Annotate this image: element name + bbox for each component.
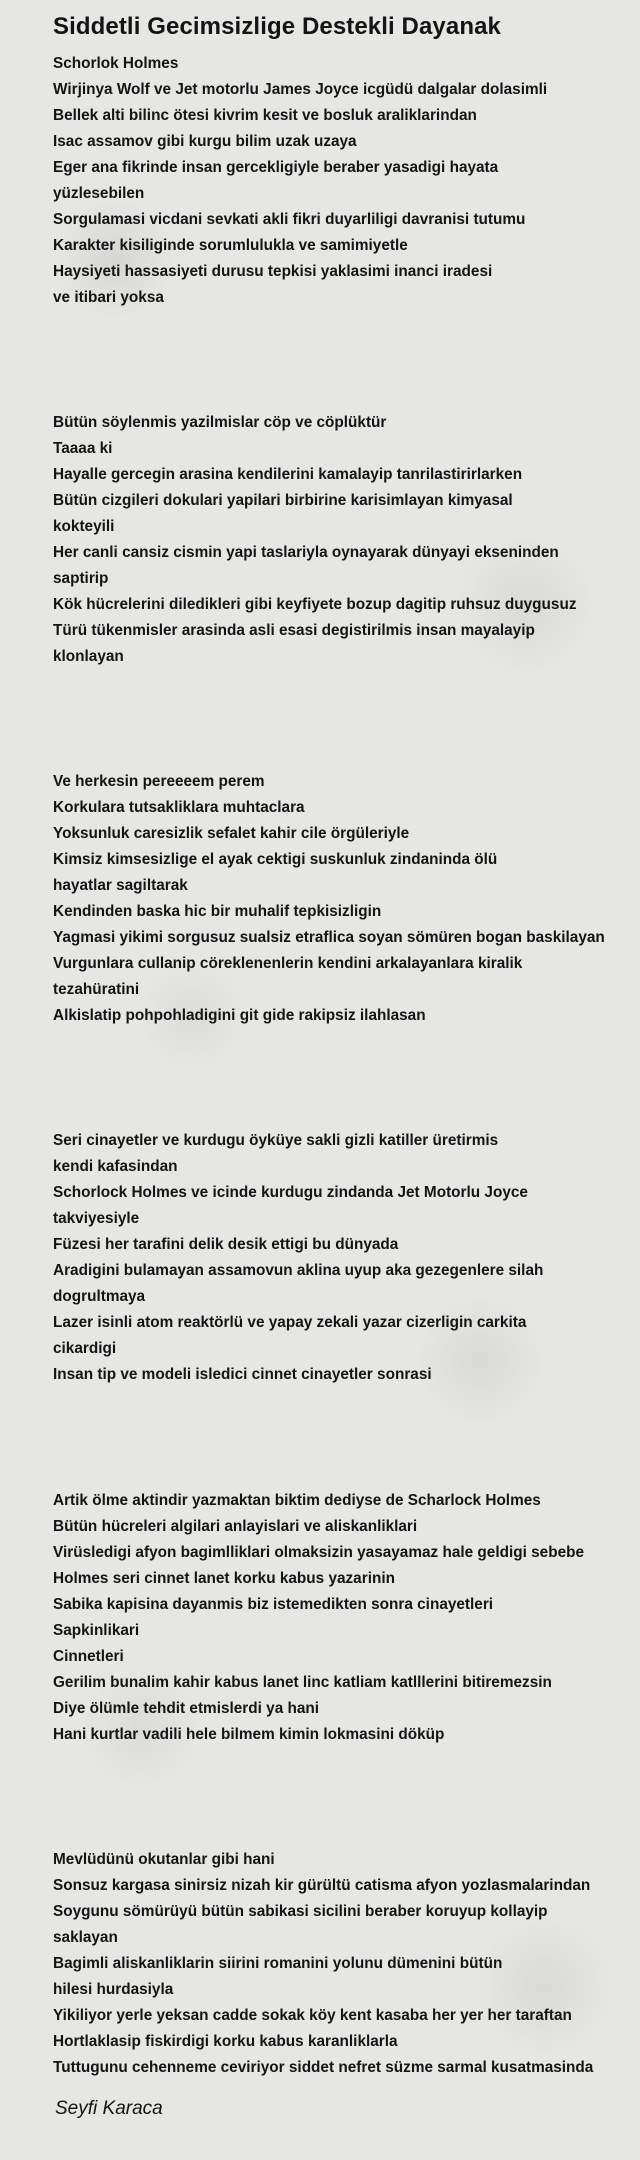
poem-line: Holmes seri cinnet lanet korku kabus yazarinin — [53, 1570, 395, 1587]
poem-line: yüzlesebilen — [53, 185, 145, 202]
poem-line: Lazer isinli atom reaktörlü ve yapay zekali yazar cizerligin carkita — [53, 1314, 527, 1331]
poem-line: Diye ölümle tehdit etmislerdi ya hani — [53, 1700, 320, 1717]
poem-line: Insan tip ve modeli isledici cinnet cinayetler sonrasi — [53, 1366, 432, 1383]
poem-line: hayatlar sagiltarak — [53, 877, 188, 894]
poem-line: Sabika kapisina dayanmis biz istemedikten sonra cinayetleri — [53, 1596, 494, 1613]
poem-line: Schorlok Holmes — [53, 55, 179, 72]
poem-line: Sonsuz kargasa sinirsiz nizah kir gürültü catisma afyon yozlasmalarindan — [53, 1877, 591, 1894]
poem-line: Cinnetleri — [53, 1648, 124, 1665]
poem-line: Her canli cansiz cismin yapi taslariyla oynayarak dünyayi ekseninden — [53, 544, 559, 561]
poem-line: tezahüratini — [53, 981, 140, 998]
poem-line: Isac assamov gibi kurgu bilim uzak uzaya — [53, 133, 357, 150]
poem-line: takviyesiyle — [53, 1210, 140, 1227]
poem-line: Hani kurtlar vadili hele bilmem kimin lokmasini döküp — [53, 1726, 445, 1743]
poem-line: Mevlüdünü okutanlar gibi hani — [53, 1851, 275, 1868]
stanza-4 — [53, 1128, 638, 1388]
poem-line: Alkislatip pohpohladigini git gide rakipsiz ilahlasan — [53, 1007, 426, 1024]
poem-title: Siddetli Gecimsizlige Destekli Dayanak — [53, 13, 501, 40]
poem-line: Bütün hücreleri algilari anlayislari ve aliskanliklari — [53, 1518, 418, 1535]
poem-line: kendi kafasindan — [53, 1158, 178, 1175]
poem-line: hilesi hurdasiyla — [53, 1981, 174, 1998]
poem-line: Yagmasi yikimi sorgusuz sualsiz etraflica soyan sömüren bogan baskilayan — [53, 929, 605, 946]
stanza-5 — [53, 1488, 638, 1748]
poem-line: Vurgunlara cullanip cöreklenenlerin kendini arkalayanlara kiralik — [53, 955, 523, 972]
poem-line: Schorlock Holmes ve icinde kurdugu zindanda Jet Motorlu Joyce — [53, 1184, 528, 1201]
poem-line: Hayalle gercegin arasina kendilerini kamalayip tanrilastirirlarken — [53, 466, 523, 483]
poem-line: Korkulara tutsakliklara muhtaclara — [53, 799, 305, 816]
poem-line: Artik ölme aktindir yazmaktan biktim dediyse de Scharlock Holmes — [53, 1492, 541, 1509]
poem-line: Sorgulamasi vicdani sevkati akli fikri duyarliligi davranisi tutumu — [53, 211, 526, 228]
poem-line: Bagimli aliskanliklarin siirini romanini yolunu dümenini bütün — [53, 1955, 503, 1972]
poem-line: Aradigini bulamayan assamovun aklina uyup aka gezegenlere silah — [53, 1262, 544, 1279]
poem-line: ve itibari yoksa — [53, 289, 164, 306]
poem-line: Hortlaklasip fiskirdigi korku kabus karanliklarla — [53, 2033, 398, 2050]
poem-line: Seri cinayetler ve kurdugu öyküye sakli gizli katiller üretirmis — [53, 1132, 499, 1149]
poem-line: Tuttugunu cehenneme ceviriyor siddet nefret süzme sarmal kusatmasinda — [53, 2059, 594, 2076]
poem-line: Sapkinlikari — [53, 1622, 140, 1639]
poem-line: Ve herkesin pereeeem perem — [53, 773, 265, 790]
poem-line: Kimsiz kimsesizlige el ayak cektigi suskunluk zindaninda ölü — [53, 851, 498, 868]
stanza-3 — [53, 769, 638, 1029]
poem-line: Bütün cizgileri dokulari yapilari birbirine karisimlayan kimyasal — [53, 492, 513, 509]
poem-line: Yikiliyor yerle yeksan cadde sokak köy kent kasaba her yer her taraftan — [53, 2007, 572, 2024]
poem-line: cikardigi — [53, 1340, 117, 1357]
poem-line: Karakter kisiliginde sorumlulukla ve samimiyetle — [53, 237, 408, 254]
stanza-1 — [53, 51, 638, 311]
poem-line: Wirjinya Wolf ve Jet motorlu James Joyce icgüdü dalgalar dolasimli — [53, 81, 548, 98]
poem-line: kokteyili — [53, 518, 115, 535]
poem-line: klonlayan — [53, 648, 124, 665]
poem-line: Bellek alti bilinc ötesi kivrim kesit ve bosluk araliklarindan — [53, 107, 477, 124]
poem-line: Taaaa ki — [53, 440, 113, 457]
poem-line: Virüsledigi afyon bagimlliklari olmaksizin yasayamaz hale geldigi sebebe — [53, 1544, 585, 1561]
poem-line: Füzesi her tarafini delik desik ettigi bu dünyada — [53, 1236, 399, 1253]
stanza-6 — [53, 1847, 638, 2081]
stanza-2 — [53, 410, 638, 670]
poem-line: dogrultmaya — [53, 1288, 146, 1305]
poem-line: Türü tükenmisler arasinda asli esasi degistirilmis insan mayalayip — [53, 622, 535, 639]
poem-line: Bütün söylenmis yazilmislar cöp ve cöplüktür — [53, 414, 387, 431]
poem-line: Kök hücrelerini diledikleri gibi keyfiyete bozup dagitip ruhsuz duygusuz — [53, 596, 577, 613]
poem-line: saklayan — [53, 1929, 118, 1946]
poem-line: Haysiyeti hassasiyeti durusu tepkisi yaklasimi inanci iradesi — [53, 263, 493, 280]
poem-line: Gerilim bunalim kahir kabus lanet linc katliam katlllerini bitiremezsin — [53, 1674, 552, 1691]
author-signature: Seyfi Karaca — [55, 2098, 163, 2119]
poem-line: saptirip — [53, 570, 109, 587]
poem-line: Eger ana fikrinde insan gercekligiyle beraber yasadigi hayata — [53, 159, 499, 176]
poem-line: Soygunu sömürüyü bütün sabikasi sicilini beraber koruyup kollayip — [53, 1903, 548, 1920]
poem-line: Yoksunluk caresizlik sefalet kahir cile örgüleriyle — [53, 825, 410, 842]
poem-line: Kendinden baska hic bir muhalif tepkisizligin — [53, 903, 382, 920]
